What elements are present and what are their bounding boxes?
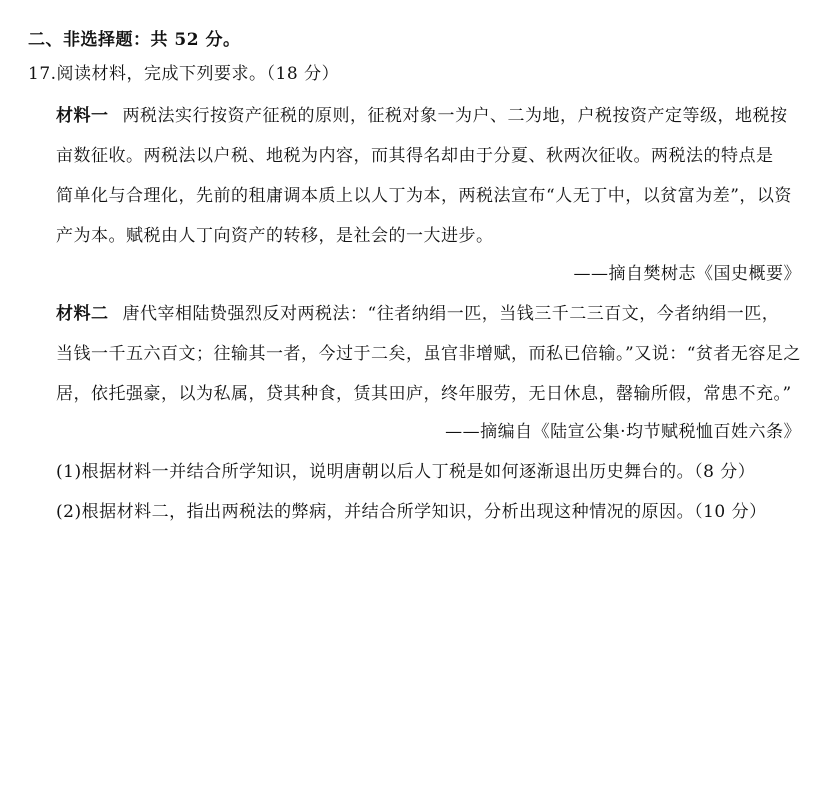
material1-line-1	[56, 104, 788, 128]
material2-line-2: 当钱一千五六百文；往输其一者，今过于二矣，虽官非增赋，而私已倍输。”又说：“贫者无容足之	[56, 344, 801, 364]
material2-line-1	[56, 302, 779, 326]
material1-label: 材料一	[56, 106, 109, 126]
material1-source: ——摘自樊树志《国史概要》	[573, 264, 801, 284]
sub-question-1: (1)根据材料一并结合所学知识，说明唐朝以后人丁税是如何逐渐退出历史舞台的。（8 分）	[56, 462, 756, 482]
material1-text-1: 两税法实行按资产征税的原则，征税对象一为户、二为地，户税按资产定等级，地税按	[122, 106, 788, 126]
material2-line-3: 居，依托强豪，以为私属，贷其种食，赁其田庐，终年服劳，无日休息，罄输所假，常患不充。”	[56, 384, 792, 404]
material2-text-1: 唐代宰相陆贽强烈反对两税法：“往者纳绢一匹，当钱三千二三百文，今者纳绢一匹，	[122, 304, 780, 324]
material1-line-3: 简单化与合理化，先前的租庸调本质上以人丁为本，两税法宣布“人无丁中，以贫富为差”，以资	[56, 186, 792, 206]
material2-label: 材料二	[56, 304, 109, 324]
question-title: 17.阅读材料，完成下列要求。（18 分）	[28, 64, 340, 84]
sub-question-2: (2)根据材料二，指出两税法的弊病，并结合所学知识，分析出现这种情况的原因。（10 分）	[56, 502, 767, 522]
material1-line-2: 亩数征收。两税法以户税、地税为内容，而其得名却由于分夏、秋两次征收。两税法的特点是	[56, 146, 774, 166]
material2-source: ——摘编自《陆宣公集·均节赋税恤百姓六条》	[445, 422, 801, 442]
section-heading: 二、非选择题：共 52 分。	[28, 30, 241, 50]
material1-line-4: 产为本。赋税由人丁向资产的转移，是社会的一大进步。	[56, 226, 494, 246]
